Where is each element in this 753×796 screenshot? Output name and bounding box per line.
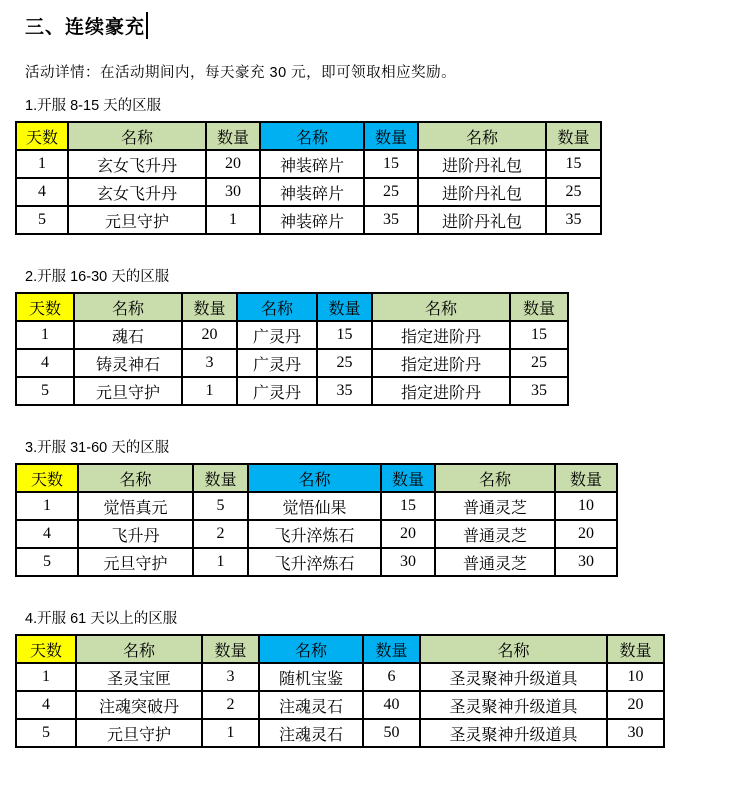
cell-days: 5 (16, 377, 74, 405)
cell-item-name: 圣灵聚神升级道具 (420, 663, 607, 691)
cell-item-qty: 35 (546, 206, 601, 234)
cell-item-name: 广灵丹 (237, 377, 317, 405)
col-header-qty: 数量 (193, 464, 248, 492)
cell-item-qty: 10 (555, 492, 617, 520)
cell-item-name: 飞升淬炼石 (248, 548, 381, 576)
col-header-name: 名称 (74, 293, 182, 321)
table-row (16, 548, 617, 576)
cell-days: 4 (16, 691, 76, 719)
cell-days: 5 (16, 548, 78, 576)
cell-item-qty: 30 (381, 548, 435, 576)
cell-days: 4 (16, 178, 68, 206)
cell-item-qty: 1 (206, 206, 260, 234)
cell-item-name: 进阶丹礼包 (418, 206, 546, 234)
table-row (16, 691, 664, 719)
cell-days: 1 (16, 663, 76, 691)
cell-item-qty: 3 (202, 663, 259, 691)
section-servers-8-15 (0, 96, 753, 235)
table-row (16, 321, 568, 349)
section-label: 3.开服 31-60 天的区服 (25, 440, 170, 456)
cell-item-name: 广灵丹 (237, 349, 317, 377)
cell-item-qty: 25 (546, 178, 601, 206)
table-row (16, 719, 664, 747)
title-row (25, 12, 753, 39)
header-row (16, 122, 601, 150)
section-label: 1.开服 8-15 天的区服 (25, 98, 162, 114)
cell-item-name: 元旦守护 (76, 719, 202, 747)
table-row (16, 492, 617, 520)
cell-item-qty: 25 (317, 349, 372, 377)
header-row (16, 464, 617, 492)
cell-item-name: 普通灵芝 (435, 520, 555, 548)
page-title: 三、连续豪充 (25, 17, 146, 38)
col-header-qty: 数量 (202, 635, 259, 663)
col-header-name: 名称 (260, 122, 364, 150)
cell-item-name: 注魂灵石 (259, 691, 363, 719)
header-row (16, 635, 664, 663)
cell-item-qty: 3 (182, 349, 237, 377)
col-header-name: 名称 (237, 293, 317, 321)
col-header-qty: 数量 (555, 464, 617, 492)
cell-item-name: 神装碎片 (260, 178, 364, 206)
cell-item-qty: 6 (363, 663, 420, 691)
cell-item-qty: 20 (555, 520, 617, 548)
col-header-days: 天数 (16, 635, 76, 663)
cell-item-name: 指定进阶丹 (372, 321, 510, 349)
cell-item-qty: 15 (546, 150, 601, 178)
table-row (16, 377, 568, 405)
cell-item-name: 铸灵神石 (74, 349, 182, 377)
cell-item-name: 神装碎片 (260, 150, 364, 178)
reward-table-4 (15, 634, 665, 748)
cell-item-qty: 15 (317, 321, 372, 349)
cell-item-name: 圣灵宝匣 (76, 663, 202, 691)
cell-item-name: 魂石 (74, 321, 182, 349)
col-header-qty: 数量 (364, 122, 418, 150)
table-row (16, 349, 568, 377)
col-header-days: 天数 (16, 464, 78, 492)
cell-item-qty: 30 (555, 548, 617, 576)
cell-item-name: 指定进阶丹 (372, 349, 510, 377)
cell-days: 1 (16, 492, 78, 520)
col-header-name: 名称 (78, 464, 193, 492)
col-header-qty: 数量 (363, 635, 420, 663)
cell-item-qty: 2 (193, 520, 248, 548)
cell-item-qty: 25 (510, 349, 568, 377)
section-servers-61-plus (0, 609, 753, 748)
cell-days: 4 (16, 349, 74, 377)
reward-table-3 (15, 463, 618, 577)
cell-item-qty: 25 (364, 178, 418, 206)
col-header-name: 名称 (372, 293, 510, 321)
cell-item-qty: 1 (202, 719, 259, 747)
cell-item-qty: 20 (206, 150, 260, 178)
cell-item-qty: 5 (193, 492, 248, 520)
table-row (16, 150, 601, 178)
col-header-name: 名称 (68, 122, 206, 150)
col-header-qty: 数量 (317, 293, 372, 321)
intro-text: 活动详情：在活动期间内，每天豪充 30 元，即可领取相应奖励。 (25, 65, 457, 81)
col-header-name: 名称 (248, 464, 381, 492)
cell-item-qty: 50 (363, 719, 420, 747)
cell-item-qty: 10 (607, 663, 664, 691)
col-header-days: 天数 (16, 293, 74, 321)
cell-item-name: 注魂突破丹 (76, 691, 202, 719)
cell-item-qty: 30 (206, 178, 260, 206)
cell-item-name: 注魂灵石 (259, 719, 363, 747)
cell-item-qty: 2 (202, 691, 259, 719)
cell-item-qty: 35 (317, 377, 372, 405)
reward-table-2 (15, 292, 569, 406)
header-row (16, 293, 568, 321)
cell-item-name: 飞升丹 (78, 520, 193, 548)
cell-item-qty: 35 (364, 206, 418, 234)
cell-days: 5 (16, 719, 76, 747)
cell-item-qty: 1 (193, 548, 248, 576)
table-row (16, 178, 601, 206)
cell-item-qty: 1 (182, 377, 237, 405)
cell-item-qty: 15 (364, 150, 418, 178)
cell-item-name: 普通灵芝 (435, 548, 555, 576)
table-row (16, 206, 601, 234)
section-label: 4.开服 61 天以上的区服 (25, 611, 178, 627)
cell-item-qty: 15 (381, 492, 435, 520)
section-servers-16-30 (0, 267, 753, 406)
col-header-qty: 数量 (510, 293, 568, 321)
col-header-name: 名称 (435, 464, 555, 492)
col-header-name: 名称 (420, 635, 607, 663)
cell-item-name: 神装碎片 (260, 206, 364, 234)
reward-table-1 (15, 121, 602, 235)
cell-item-qty: 20 (607, 691, 664, 719)
table-row (16, 520, 617, 548)
cell-item-name: 元旦守护 (78, 548, 193, 576)
text-cursor (146, 12, 148, 39)
cell-item-name: 广灵丹 (237, 321, 317, 349)
cell-item-name: 飞升淬炼石 (248, 520, 381, 548)
cell-item-name: 进阶丹礼包 (418, 150, 546, 178)
cell-item-name: 玄女飞升丹 (68, 178, 206, 206)
col-header-name: 名称 (418, 122, 546, 150)
col-header-qty: 数量 (546, 122, 601, 150)
cell-item-name: 指定进阶丹 (372, 377, 510, 405)
cell-item-name: 元旦守护 (68, 206, 206, 234)
cell-item-qty: 30 (607, 719, 664, 747)
col-header-name: 名称 (76, 635, 202, 663)
col-header-qty: 数量 (206, 122, 260, 150)
cell-item-name: 随机宝鉴 (259, 663, 363, 691)
cell-item-qty: 40 (363, 691, 420, 719)
cell-item-name: 元旦守护 (74, 377, 182, 405)
cell-item-qty: 15 (510, 321, 568, 349)
cell-item-qty: 20 (182, 321, 237, 349)
cell-days: 1 (16, 321, 74, 349)
col-header-qty: 数量 (182, 293, 237, 321)
col-header-qty: 数量 (607, 635, 664, 663)
cell-days: 4 (16, 520, 78, 548)
cell-item-name: 玄女飞升丹 (68, 150, 206, 178)
col-header-qty: 数量 (381, 464, 435, 492)
cell-item-name: 普通灵芝 (435, 492, 555, 520)
cell-item-name: 觉悟仙果 (248, 492, 381, 520)
cell-item-qty: 20 (381, 520, 435, 548)
cell-item-name: 圣灵聚神升级道具 (420, 719, 607, 747)
section-label: 2.开服 16-30 天的区服 (25, 269, 170, 285)
col-header-name: 名称 (259, 635, 363, 663)
table-row (16, 663, 664, 691)
cell-item-name: 觉悟真元 (78, 492, 193, 520)
cell-item-name: 进阶丹礼包 (418, 178, 546, 206)
cell-item-name: 圣灵聚神升级道具 (420, 691, 607, 719)
cell-days: 1 (16, 150, 68, 178)
cell-item-qty: 35 (510, 377, 568, 405)
cell-days: 5 (16, 206, 68, 234)
col-header-days: 天数 (16, 122, 68, 150)
section-servers-31-60 (0, 438, 753, 577)
